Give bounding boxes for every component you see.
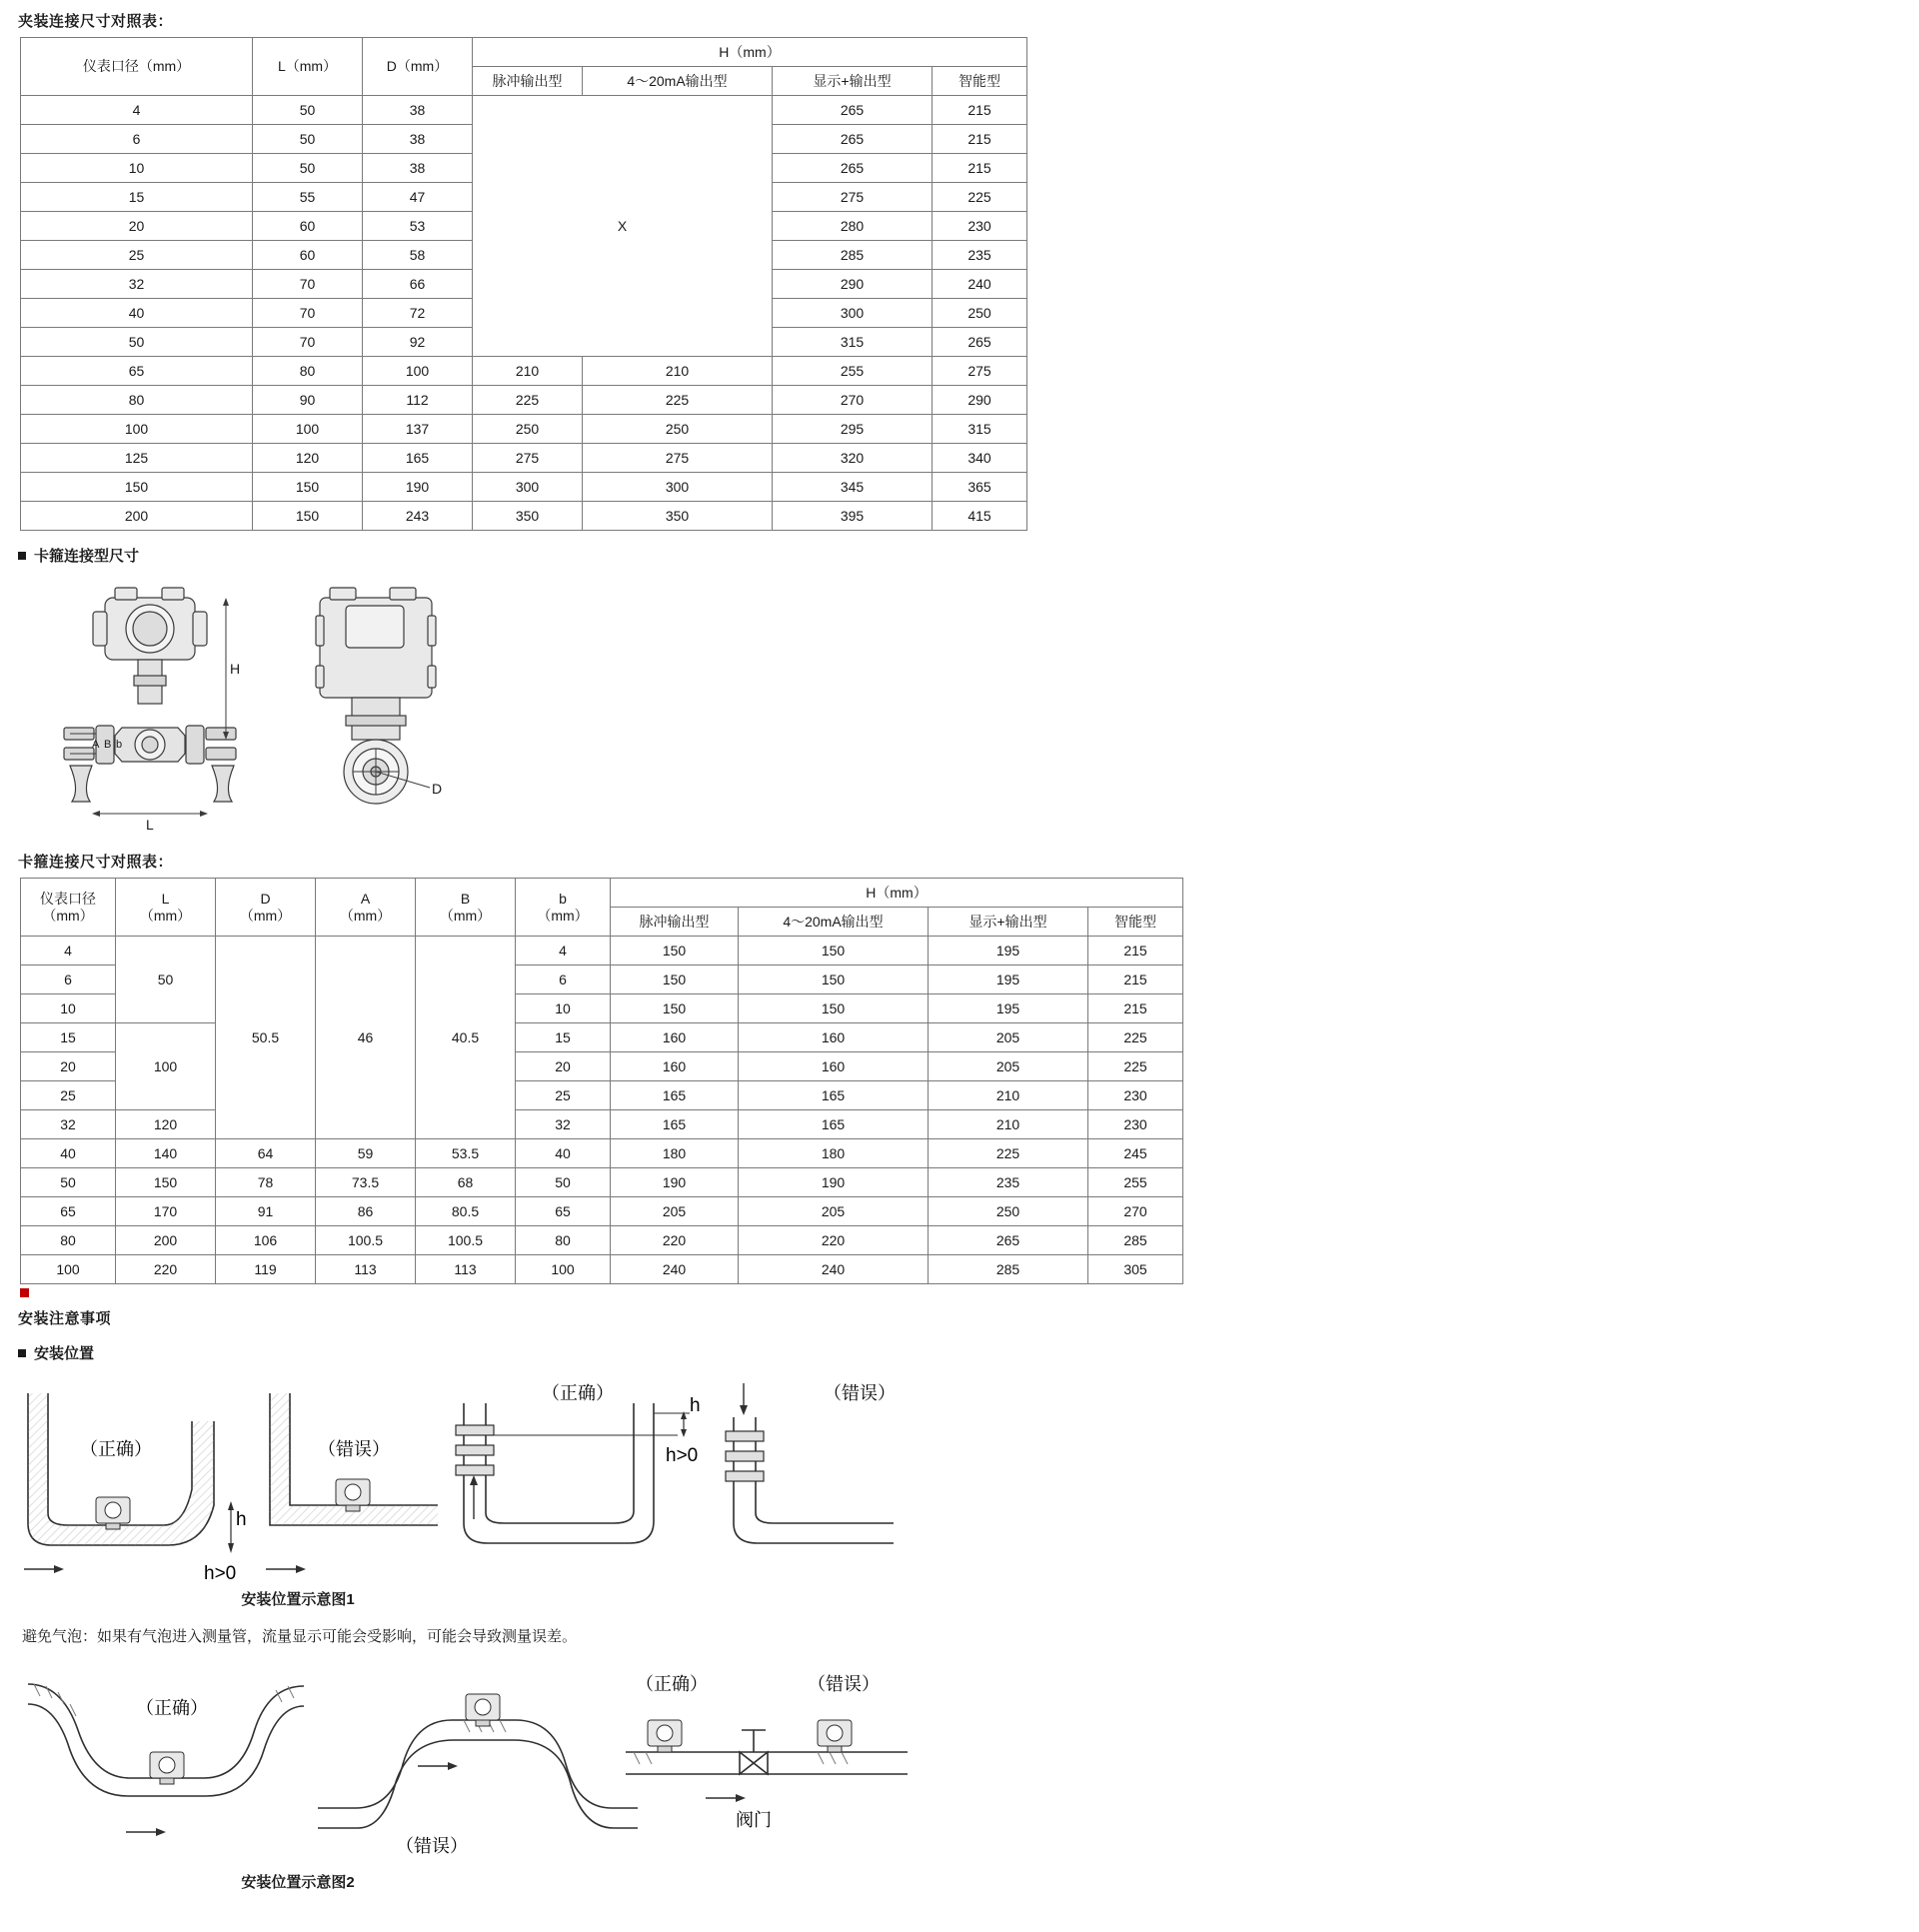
cell-l: 60 — [253, 212, 363, 241]
cell-pulse: 160 — [611, 1052, 739, 1081]
cell-ma: 250 — [583, 415, 773, 444]
flow-arrow-icon — [418, 1762, 458, 1770]
cell-pulse: 165 — [611, 1110, 739, 1139]
cell-display: 300 — [773, 299, 933, 328]
cell-bore: 4 — [21, 937, 116, 966]
cell-ma: 205 — [739, 1197, 929, 1226]
cell-display: 210 — [929, 1110, 1088, 1139]
cell-ma: 275 — [583, 444, 773, 473]
cell-l: 200 — [116, 1226, 216, 1255]
cell-display: 195 — [929, 966, 1088, 994]
cell-display: 320 — [773, 444, 933, 473]
dim-label-h: H — [230, 661, 241, 677]
table-header-row — [21, 38, 1027, 67]
cell-bore: 6 — [21, 125, 253, 154]
cell-display: 250 — [929, 1197, 1088, 1226]
cell-display: 205 — [929, 1052, 1088, 1081]
cell-smart: 305 — [1088, 1255, 1183, 1284]
label-wrong-1: （错误） — [318, 1439, 390, 1459]
cell-bore: 6 — [21, 966, 116, 994]
figure-1-caption: 安装位置示意图1 — [241, 1591, 355, 1608]
cell-l: 55 — [253, 183, 363, 212]
cell-d: 78 — [216, 1168, 316, 1197]
cell-pulse: 225 — [473, 386, 583, 415]
header-d — [216, 879, 316, 937]
cell-bore: 25 — [21, 1081, 116, 1110]
cell-smart: 265 — [933, 328, 1027, 357]
cell-a: 100.5 — [316, 1226, 416, 1255]
cell-ma: 150 — [739, 937, 929, 966]
flow-meter-icon-left — [648, 1720, 682, 1752]
cell-smart: 240 — [933, 270, 1027, 299]
bullet-square-icon — [18, 552, 26, 560]
table-row — [21, 96, 1027, 125]
flow-arrow-up-icon — [470, 1475, 478, 1519]
cell-bore: 10 — [21, 154, 253, 183]
cell-smart: 250 — [933, 299, 1027, 328]
table-row — [21, 473, 1027, 502]
flow-arrow-icon — [24, 1565, 64, 1573]
cell-bore: 65 — [21, 1197, 116, 1226]
header-b-line1: B — [460, 891, 471, 908]
cell-display: 265 — [773, 96, 933, 125]
cell-d: 112 — [363, 386, 473, 415]
dim-label-l: L — [146, 817, 154, 833]
cell-display: 290 — [773, 270, 933, 299]
cell-display: 295 — [773, 415, 933, 444]
flow-meter-icon-right — [818, 1720, 852, 1752]
install-figure-2 — [18, 1656, 1919, 1871]
label-h-gt-2: h>0 — [666, 1445, 699, 1466]
cell-pulse: 210 — [473, 357, 583, 386]
cell-pulse: 220 — [611, 1226, 739, 1255]
cell-display: 280 — [773, 212, 933, 241]
clamp-dimension-table-2 — [20, 878, 1183, 1284]
dim-label-d: D — [432, 781, 443, 797]
cell-b-small: 20 — [516, 1052, 611, 1081]
cell-pulse: 165 — [611, 1081, 739, 1110]
cell-display: 265 — [929, 1226, 1088, 1255]
cell-a-merged: 46 — [316, 937, 416, 1139]
cell-bore: 100 — [21, 1255, 116, 1284]
label-wrong-1: （错误） — [396, 1836, 468, 1856]
cell-bore: 15 — [21, 1023, 116, 1052]
cell-ma: 210 — [583, 357, 773, 386]
header-bore: 仪表口径（mm） — [21, 38, 253, 96]
bubble-avoidance-note: 避免气泡：如果有气泡进入测量管，流量显示可能会受影响，可能会导致测量误差。 — [22, 1628, 578, 1645]
document-page — [0, 10, 1919, 1932]
cell-bore: 150 — [21, 473, 253, 502]
cell-pulse: 160 — [611, 1023, 739, 1052]
cell-smart: 215 — [933, 125, 1027, 154]
label-wrong-2: （错误） — [808, 1674, 880, 1694]
cell-ma: 300 — [583, 473, 773, 502]
cell-display: 395 — [773, 502, 933, 531]
cell-ma: 180 — [739, 1139, 929, 1168]
cell-a: 73.5 — [316, 1168, 416, 1197]
cell-ma: 165 — [739, 1110, 929, 1139]
table-row — [21, 1226, 1183, 1255]
cell-d: 106 — [216, 1226, 316, 1255]
cell-bore: 50 — [21, 328, 253, 357]
cell-ma: 160 — [739, 1023, 929, 1052]
cell-display: 345 — [773, 473, 933, 502]
cell-pulse: 240 — [611, 1255, 739, 1284]
cell-display: 195 — [929, 994, 1088, 1023]
cell-smart: 225 — [1088, 1023, 1183, 1052]
table2-caption: 卡箍连接尺寸对照表： — [18, 854, 174, 871]
dim-label-a: A — [92, 739, 100, 751]
install-notes-title: 安装注意事项 — [18, 1310, 112, 1327]
header-bore — [21, 879, 116, 937]
flow-meter-icon — [466, 1694, 500, 1726]
cell-d: 100 — [363, 357, 473, 386]
cell-not-available: X — [473, 96, 773, 357]
header-b — [416, 879, 516, 937]
cell-b: 80.5 — [416, 1197, 516, 1226]
cell-smart: 215 — [1088, 966, 1183, 994]
cell-pulse: 190 — [611, 1168, 739, 1197]
header-smart: 智能型 — [933, 67, 1027, 96]
header-b-small — [516, 879, 611, 937]
cell-ma: 160 — [739, 1052, 929, 1081]
header-ma: 4～20mA输出型 — [583, 67, 773, 96]
cell-ma: 240 — [739, 1255, 929, 1284]
cell-d: 165 — [363, 444, 473, 473]
cell-b-small: 65 — [516, 1197, 611, 1226]
cell-smart: 230 — [1088, 1110, 1183, 1139]
cell-pulse: 150 — [611, 994, 739, 1023]
flow-meter-icon — [96, 1497, 130, 1529]
cell-l: 100 — [253, 415, 363, 444]
cell-d: 38 — [363, 125, 473, 154]
cell-d: 47 — [363, 183, 473, 212]
cell-bore: 125 — [21, 444, 253, 473]
cell-d: 137 — [363, 415, 473, 444]
red-anchor-marker — [20, 1288, 29, 1297]
dim-label-b-small: b — [116, 739, 123, 751]
header-pulse: 脉冲输出型 — [611, 908, 739, 937]
flow-arrow-down-icon — [740, 1383, 748, 1415]
header-d: D（mm） — [363, 38, 473, 96]
cell-bore: 200 — [21, 502, 253, 531]
install-figure-1-svg — [18, 1373, 918, 1588]
cell-b: 113 — [416, 1255, 516, 1284]
header-b-line2: （mm） — [439, 907, 492, 924]
header-bore-line1: 仪表口径 — [40, 891, 96, 908]
flow-arrow-icon — [126, 1828, 166, 1836]
header-bore-line2: （mm） — [42, 907, 94, 924]
cell-l: 220 — [116, 1255, 216, 1284]
label-valve: 阀门 — [736, 1810, 772, 1830]
install-figure-2-svg — [18, 1656, 918, 1871]
cell-l: 80 — [253, 357, 363, 386]
level-line — [464, 1413, 690, 1435]
cell-b-small: 25 — [516, 1081, 611, 1110]
cell-l: 150 — [116, 1168, 216, 1197]
cell-b: 100.5 — [416, 1226, 516, 1255]
cell-pulse: 350 — [473, 502, 583, 531]
table-row — [21, 1139, 1183, 1168]
cell-display: 275 — [773, 183, 933, 212]
cell-display: 255 — [773, 357, 933, 386]
cell-d: 53 — [363, 212, 473, 241]
table-row — [21, 1255, 1183, 1284]
cell-b-small: 50 — [516, 1168, 611, 1197]
cell-ma: 225 — [583, 386, 773, 415]
flow-meter-icon — [150, 1752, 184, 1784]
header-smart: 智能型 — [1088, 908, 1183, 937]
cell-display: 235 — [929, 1168, 1088, 1197]
cell-b-small: 4 — [516, 937, 611, 966]
cell-bore: 40 — [21, 299, 253, 328]
cell-smart: 235 — [933, 241, 1027, 270]
cell-display: 195 — [929, 937, 1088, 966]
cell-display: 265 — [773, 154, 933, 183]
cell-ma: 150 — [739, 966, 929, 994]
cell-b-small: 32 — [516, 1110, 611, 1139]
cell-pulse: 300 — [473, 473, 583, 502]
cell-smart: 225 — [1088, 1052, 1183, 1081]
table-row — [21, 357, 1027, 386]
cell-bore: 4 — [21, 96, 253, 125]
table-row — [21, 386, 1027, 415]
cell-bore: 40 — [21, 1139, 116, 1168]
header-l-line2: （mm） — [139, 907, 192, 924]
section-heading-clamp-type — [18, 545, 1919, 566]
cell-a: 86 — [316, 1197, 416, 1226]
cell-smart: 255 — [1088, 1168, 1183, 1197]
cell-pulse: 275 — [473, 444, 583, 473]
cell-b-small: 100 — [516, 1255, 611, 1284]
header-d-line2: （mm） — [239, 907, 292, 924]
cell-bore: 32 — [21, 1110, 116, 1139]
label-correct-2: （正确） — [636, 1674, 708, 1694]
cell-l-merged-100: 100 — [116, 1023, 216, 1110]
label-wrong-2: （错误） — [824, 1383, 896, 1403]
clamp-type-drawing — [30, 576, 460, 841]
cell-d: 91 — [216, 1197, 316, 1226]
section-heading-label: 安装位置 — [34, 1345, 95, 1362]
cell-b: 53.5 — [416, 1139, 516, 1168]
cell-smart: 230 — [1088, 1081, 1183, 1110]
header-l-line1: L — [161, 891, 170, 908]
flow-arrow-icon — [266, 1565, 306, 1573]
table-row — [21, 1168, 1183, 1197]
cell-display: 205 — [929, 1023, 1088, 1052]
cell-display: 315 — [773, 328, 933, 357]
cell-b-merged: 40.5 — [416, 937, 516, 1139]
cell-l: 70 — [253, 299, 363, 328]
header-bs-line1: b — [559, 891, 567, 908]
cell-l: 150 — [253, 502, 363, 531]
cell-d: 38 — [363, 96, 473, 125]
label-h-1: h — [236, 1509, 247, 1530]
cell-display: 225 — [929, 1139, 1088, 1168]
cell-bore: 65 — [21, 357, 253, 386]
cell-display: 265 — [773, 125, 933, 154]
header-bs-line2: （mm） — [537, 907, 589, 924]
table-row — [21, 502, 1027, 531]
cell-l: 70 — [253, 270, 363, 299]
cell-b-small: 6 — [516, 966, 611, 994]
header-ma: 4～20mA输出型 — [739, 908, 929, 937]
table-header-row — [21, 879, 1183, 908]
cell-l: 70 — [253, 328, 363, 357]
cell-d: 64 — [216, 1139, 316, 1168]
table1-caption: 夹装连接尺寸对照表： — [18, 13, 174, 30]
label-correct-2: （正确） — [542, 1383, 614, 1403]
cell-smart: 215 — [1088, 937, 1183, 966]
cell-smart: 215 — [933, 96, 1027, 125]
clamp-drawing-svg — [30, 576, 460, 841]
cell-d: 72 — [363, 299, 473, 328]
section-heading-install-position — [18, 1342, 1919, 1363]
cell-a: 59 — [316, 1139, 416, 1168]
cell-d: 58 — [363, 241, 473, 270]
cell-l: 140 — [116, 1139, 216, 1168]
cell-smart: 245 — [1088, 1139, 1183, 1168]
cell-pulse: 150 — [611, 937, 739, 966]
table-row — [21, 1110, 1183, 1139]
clamp-fitting-icon — [456, 1425, 494, 1475]
cell-smart: 215 — [933, 154, 1027, 183]
label-correct-1: （正确） — [136, 1698, 208, 1718]
cell-l: 170 — [116, 1197, 216, 1226]
cell-d-merged: 50.5 — [216, 937, 316, 1139]
header-l — [116, 879, 216, 937]
cell-pulse: 205 — [611, 1197, 739, 1226]
cell-bore: 15 — [21, 183, 253, 212]
table-row — [21, 1023, 1183, 1052]
cell-b-small: 15 — [516, 1023, 611, 1052]
cell-l: 60 — [253, 241, 363, 270]
cell-display: 285 — [773, 241, 933, 270]
cell-display: 270 — [773, 386, 933, 415]
cell-smart: 290 — [933, 386, 1027, 415]
cell-b-small: 80 — [516, 1226, 611, 1255]
cell-bore: 25 — [21, 241, 253, 270]
header-d-line1: D — [260, 891, 271, 908]
cell-d: 119 — [216, 1255, 316, 1284]
cell-ma: 220 — [739, 1226, 929, 1255]
cell-b-small: 10 — [516, 994, 611, 1023]
header-l: L（mm） — [253, 38, 363, 96]
label-correct-1: （正确） — [80, 1439, 152, 1459]
cell-ma: 150 — [739, 994, 929, 1023]
cell-l: 150 — [253, 473, 363, 502]
cell-l-merged-50: 50 — [116, 937, 216, 1023]
cell-smart: 415 — [933, 502, 1027, 531]
label-h-2: h — [690, 1395, 701, 1416]
cell-b: 68 — [416, 1168, 516, 1197]
cell-bore: 80 — [21, 1226, 116, 1255]
cell-bore: 80 — [21, 386, 253, 415]
cell-smart: 225 — [933, 183, 1027, 212]
cell-ma: 350 — [583, 502, 773, 531]
cell-pulse: 250 — [473, 415, 583, 444]
cell-smart: 230 — [933, 212, 1027, 241]
header-h-group: H（mm） — [473, 38, 1027, 67]
header-a — [316, 879, 416, 937]
cell-smart: 340 — [933, 444, 1027, 473]
cell-l: 120 — [116, 1110, 216, 1139]
header-pulse: 脉冲输出型 — [473, 67, 583, 96]
cell-a: 113 — [316, 1255, 416, 1284]
cell-ma: 190 — [739, 1168, 929, 1197]
cell-d: 190 — [363, 473, 473, 502]
cell-bore: 32 — [21, 270, 253, 299]
clamp-fitting-icon — [726, 1431, 764, 1481]
clamp-dimension-table-1 — [20, 37, 1027, 531]
cell-display: 210 — [929, 1081, 1088, 1110]
cell-display: 285 — [929, 1255, 1088, 1284]
header-a-line1: A — [360, 891, 371, 908]
header-h-group: H（mm） — [611, 879, 1183, 908]
cell-bore: 10 — [21, 994, 116, 1023]
cell-d: 243 — [363, 502, 473, 531]
header-display: 显示+输出型 — [773, 67, 933, 96]
bullet-square-icon — [18, 1349, 26, 1357]
cell-smart: 285 — [1088, 1226, 1183, 1255]
table-row — [21, 1197, 1183, 1226]
cell-l: 50 — [253, 125, 363, 154]
table-row — [21, 937, 1183, 966]
cell-smart: 315 — [933, 415, 1027, 444]
cell-smart: 215 — [1088, 994, 1183, 1023]
label-h-gt-1: h>0 — [204, 1563, 237, 1584]
cell-pulse: 180 — [611, 1139, 739, 1168]
cell-bore: 20 — [21, 212, 253, 241]
flow-arrow-icon — [706, 1794, 746, 1802]
cell-smart: 270 — [1088, 1197, 1183, 1226]
table-row — [21, 415, 1027, 444]
cell-b-small: 40 — [516, 1139, 611, 1168]
cell-bore: 100 — [21, 415, 253, 444]
dim-label-b: B — [104, 739, 112, 751]
cell-ma: 165 — [739, 1081, 929, 1110]
cell-l: 50 — [253, 154, 363, 183]
install-figure-1 — [18, 1373, 1919, 1588]
cell-d: 92 — [363, 328, 473, 357]
cell-d: 38 — [363, 154, 473, 183]
dimension-h-1 — [228, 1501, 234, 1553]
header-display: 显示+输出型 — [929, 908, 1088, 937]
cell-l: 120 — [253, 444, 363, 473]
header-a-line2: （mm） — [339, 907, 392, 924]
dimension-h-2 — [681, 1411, 687, 1437]
cell-l: 50 — [253, 96, 363, 125]
cell-pulse: 150 — [611, 966, 739, 994]
cell-smart: 365 — [933, 473, 1027, 502]
cell-l: 90 — [253, 386, 363, 415]
cell-smart: 275 — [933, 357, 1027, 386]
figure-2-caption: 安装位置示意图2 — [241, 1874, 355, 1891]
cell-bore: 20 — [21, 1052, 116, 1081]
cell-d: 66 — [363, 270, 473, 299]
section-heading-label: 卡箍连接型尺寸 — [34, 548, 140, 565]
cell-bore: 50 — [21, 1168, 116, 1197]
table-row — [21, 444, 1027, 473]
